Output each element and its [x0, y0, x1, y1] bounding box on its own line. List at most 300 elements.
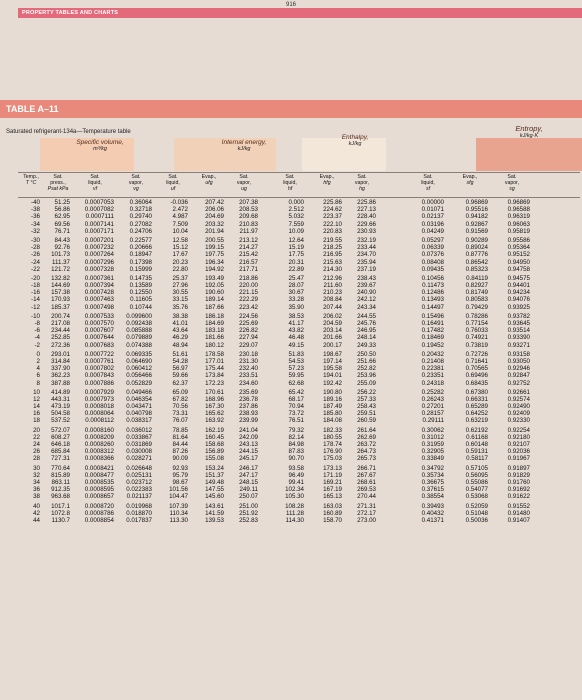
- table-cell: 182.33: [323, 426, 342, 434]
- column-header-line: liquid,: [283, 180, 297, 186]
- table-cell: 163.92: [205, 417, 224, 425]
- table-cell: 235.94: [357, 258, 376, 266]
- table-cell: -6: [34, 327, 40, 335]
- table-row: [18, 206, 580, 213]
- table-cell: 0.099600: [126, 312, 152, 320]
- table-cell: 252.82: [357, 365, 376, 373]
- table-cell: 69.56: [54, 220, 70, 228]
- table-cell: 0.36064: [129, 199, 152, 206]
- column-header-line: vapor,: [128, 180, 144, 186]
- table-cell: 0.96869: [507, 199, 530, 206]
- column-header-5: [190, 174, 228, 186]
- table-cell: 0.84119: [466, 274, 488, 282]
- table-cell: 0.91407: [507, 516, 530, 524]
- table-cell: 28: [33, 455, 40, 463]
- table-row: [18, 396, 580, 403]
- data-area: [18, 199, 580, 697]
- table-cell: 273.00: [357, 516, 376, 524]
- table-cell: 963.68: [51, 493, 70, 501]
- table-cell: 199.15: [205, 244, 224, 252]
- table-cell: 228.40: [357, 213, 376, 221]
- table-cell: 414.89: [51, 388, 70, 396]
- table-cell: 0.0007570: [84, 320, 114, 327]
- table-cell: 504.58: [51, 410, 70, 418]
- table-cell: 105.30: [285, 493, 304, 501]
- table-cell: 201.66: [323, 334, 342, 342]
- table-cell: 187.66: [205, 303, 224, 311]
- table-cell: 157.38: [51, 289, 70, 297]
- table-cell: 264.73: [357, 448, 376, 456]
- table-cell: 17.67: [172, 251, 188, 259]
- column-header-2: [72, 174, 118, 192]
- table-cell: 0.0008477: [84, 471, 114, 479]
- table-cell: 238.93: [239, 410, 258, 418]
- table-cell: 84.43: [54, 236, 70, 244]
- table-cell: 35.76: [172, 303, 188, 311]
- table-cell: 0.91552: [507, 502, 530, 510]
- table-cell: 0.033867: [126, 433, 152, 441]
- group-enthalpy-unit: kJ/kg: [348, 141, 362, 147]
- table-cell: 195.58: [323, 365, 342, 373]
- table-cell: 231.30: [239, 357, 258, 365]
- column-header-line: vapor,: [354, 180, 370, 186]
- table-cell: 0.73819: [465, 341, 488, 349]
- column-header-line: Sat.: [90, 174, 100, 180]
- table-cell: 0.61168: [466, 433, 488, 441]
- table-cell: 0.85323: [465, 265, 488, 273]
- table-number: TABLE A–11: [6, 104, 59, 114]
- table-cell: 48.94: [172, 341, 188, 349]
- table-cell: 0.000: [288, 199, 304, 206]
- table-cell: 223.42: [239, 303, 258, 311]
- table-row: [18, 517, 580, 524]
- table-cell: 10: [33, 388, 40, 396]
- table-cell: -10: [31, 312, 40, 320]
- table-cell: 0.023712: [126, 478, 152, 486]
- table-cell: 0.0008595: [84, 486, 114, 494]
- table-cell: 0.80583: [465, 296, 488, 304]
- table-row: [18, 237, 580, 244]
- table-cell: 168.96: [205, 395, 224, 403]
- table-cell: 167.30: [205, 403, 224, 411]
- table-cell: 76.51: [288, 417, 304, 425]
- table-row: [18, 259, 580, 266]
- table-cell: 0.0007053: [84, 199, 114, 206]
- table-cell: 0.71641: [465, 357, 488, 365]
- table-cell: 208.84: [323, 296, 342, 304]
- column-header-line: Sat.: [131, 174, 141, 180]
- table-cell: 108.28: [285, 502, 304, 510]
- table-cell: 0.87776: [465, 251, 488, 259]
- table-cell: -8: [34, 320, 40, 327]
- table-cell: 0.65289: [465, 403, 488, 411]
- table-cell: 113.30: [169, 516, 188, 524]
- table-cell: 0.12486: [421, 289, 444, 297]
- table-cell: 141.59: [205, 509, 224, 517]
- table-cell: 0.35734: [421, 471, 444, 479]
- table-title: [0, 100, 582, 118]
- table-row: [18, 320, 580, 327]
- table-row: [18, 380, 580, 387]
- table-cell: 76.71: [54, 227, 70, 235]
- table-cell: 0.21408: [421, 357, 444, 365]
- table-cell: 4: [36, 365, 40, 373]
- table-row: [18, 465, 580, 472]
- table-cell: 0.30062: [421, 426, 444, 434]
- table-cell: 216.57: [239, 258, 258, 266]
- table-cell: 22.89: [288, 265, 304, 273]
- table-cell: 251.00: [239, 502, 258, 510]
- table-cell: 192.05: [205, 282, 224, 290]
- table-cell: 0.08408: [421, 258, 444, 266]
- table-cell: 685.84: [51, 448, 70, 456]
- table-row: [18, 455, 580, 462]
- table-cell: 0.29111: [422, 417, 444, 425]
- table-cell: 0.17398: [129, 258, 152, 266]
- table-cell: 0.94234: [507, 289, 530, 297]
- table-cell: 0.94950: [507, 258, 530, 266]
- table-cell: 17.75: [288, 251, 304, 259]
- column-header-line: hfg: [323, 180, 331, 186]
- column-header-line: Sat.: [168, 174, 178, 180]
- table-cell: 0.91967: [507, 455, 530, 463]
- table-cell: 0.12550: [129, 289, 152, 297]
- table-cell: 10.04: [172, 227, 188, 235]
- table-cell: 0.0007264: [84, 251, 114, 259]
- table-cell: 0.0007296: [84, 258, 114, 266]
- table-cell: 226.82: [239, 327, 258, 335]
- table-cell: 0.93514: [507, 327, 530, 335]
- table-cell: 186.18: [205, 312, 224, 320]
- table-cell: 0.93645: [507, 320, 530, 327]
- table-cell: 181.66: [205, 334, 224, 342]
- column-header-line: Temp.,: [23, 174, 39, 180]
- table-cell: 0.96588: [507, 206, 530, 214]
- table-cell: 266.71: [357, 464, 376, 472]
- table-cell: 268.61: [357, 478, 376, 486]
- table-cell: 253.96: [357, 372, 376, 380]
- table-cell: 0.94076: [507, 296, 530, 304]
- table-cell: 0.39493: [421, 502, 444, 510]
- table-cell: 223.37: [323, 213, 342, 221]
- table-cell: 121.72: [51, 265, 70, 273]
- table-cell: 1130.7: [51, 516, 70, 524]
- table-cell: 76.07: [172, 417, 188, 425]
- column-header-line: T °C: [25, 180, 37, 186]
- table-cell: 209.68: [239, 213, 258, 221]
- table-cell: 0.26243: [421, 395, 444, 403]
- table-cell: 203.14: [323, 327, 342, 335]
- table-cell: 175.03: [323, 455, 342, 463]
- table-cell: 0.06339: [421, 244, 444, 252]
- table-cell: 189.14: [205, 296, 224, 304]
- table-cell: 12: [33, 395, 40, 403]
- table-cell: 0.021137: [126, 493, 152, 501]
- table-cell: 770.64: [51, 464, 70, 472]
- table-cell: 65.09: [172, 388, 188, 396]
- table-cell: 184.08: [323, 417, 342, 425]
- table-cell: 260.59: [357, 417, 376, 425]
- column-header-10: [408, 174, 448, 192]
- table-cell: 0.0007141: [84, 220, 114, 228]
- table-cell: 0.0007533: [84, 312, 114, 320]
- table-cell: 167.19: [323, 486, 342, 494]
- table-cell: 0.92036: [507, 448, 530, 456]
- table-cell: 232.40: [239, 365, 258, 373]
- table-cell: 165.13: [323, 493, 342, 501]
- table-cell: 41.17: [288, 320, 304, 327]
- table-cell: 70.94: [288, 403, 304, 411]
- table-cell: 65.42: [288, 388, 304, 396]
- table-cell: 197.75: [205, 251, 224, 259]
- table-cell: 96.49: [288, 471, 304, 479]
- table-cell: 244.15: [239, 448, 258, 456]
- table-cell: 30.67: [288, 289, 304, 297]
- table-cell: 208.53: [239, 206, 258, 214]
- table-cell: 0.56095: [465, 471, 488, 479]
- table-cell: 0.92107: [507, 441, 530, 448]
- table-cell: 0.92867: [465, 220, 488, 228]
- column-header-0: [18, 174, 44, 186]
- table-cell: 0.03196: [421, 220, 444, 228]
- table-cell: 171.19: [323, 471, 342, 479]
- table-cell: 185.80: [323, 410, 342, 418]
- table-cell: -32: [31, 227, 40, 235]
- table-cell: 0.0007644: [84, 334, 114, 342]
- table-cell: 24: [33, 441, 40, 448]
- table-cell: 151.37: [205, 471, 224, 479]
- table-cell: 248.14: [357, 334, 376, 342]
- table-cell: 0.96063: [507, 220, 530, 228]
- table-cell: 178.74: [323, 441, 342, 448]
- table-cell: 8: [36, 379, 40, 387]
- table-row: [18, 342, 580, 349]
- table-cell: 0.96869: [465, 199, 488, 206]
- table-cell: 153.24: [205, 464, 224, 472]
- table-cell: 26: [33, 448, 40, 456]
- table-cell: 28.07: [288, 282, 304, 290]
- table-cell: 246.17: [239, 464, 258, 472]
- table-cell: 93.58: [288, 464, 304, 472]
- table-cell: 158.70: [323, 516, 342, 524]
- table-cell: 30: [33, 464, 40, 472]
- table-cell: 0.58117: [466, 455, 488, 463]
- table-cell: 0.13493: [421, 296, 444, 304]
- table-cell: 237.19: [357, 265, 376, 273]
- table-cell: 0.10456: [421, 274, 444, 282]
- table-cell: 0.0007802: [84, 365, 114, 373]
- table-cell: 35.90: [288, 303, 304, 311]
- table-cell: 0.91480: [507, 509, 530, 517]
- column-header-12: [490, 174, 534, 192]
- table-cell: 132.82: [51, 274, 70, 282]
- table-cell: 572.07: [51, 426, 70, 434]
- table-cell: 178.58: [205, 350, 224, 358]
- group-entropy-unit: kJ/kg·K: [519, 133, 539, 139]
- table-cell: 25.47: [288, 274, 304, 282]
- table-row: [18, 304, 580, 311]
- table-cell: 200.74: [51, 312, 70, 320]
- table-cell: 272.17: [357, 509, 376, 517]
- table-cell: 0.0008112: [85, 417, 114, 425]
- table-cell: 225.86: [357, 199, 376, 206]
- table-cell: 160.45: [205, 433, 224, 441]
- table-cell: 224.56: [239, 312, 258, 320]
- table-cell: 0.0008160: [84, 426, 114, 434]
- column-header-line: Psat kPa: [47, 186, 69, 192]
- table-cell: 0.91829: [507, 471, 530, 479]
- table-cell: 20: [33, 426, 40, 434]
- table-cell: 211.97: [239, 227, 258, 235]
- table-cell: 190.80: [323, 388, 342, 396]
- table-cell: 0: [36, 350, 40, 358]
- table-row: [18, 441, 580, 448]
- header-rule-top: [18, 172, 580, 173]
- table-cell: 149.48: [205, 478, 224, 486]
- table-cell: 245.17: [239, 455, 258, 463]
- table-cell: 0.0008786: [84, 509, 114, 517]
- table-cell: -28: [31, 244, 40, 252]
- table-cell: 107.39: [169, 502, 188, 510]
- table-cell: 0.0007761: [84, 357, 114, 365]
- table-cell: 255.09: [357, 379, 376, 387]
- table-cell: 0.74921: [465, 334, 488, 342]
- table-cell: 114.30: [285, 516, 304, 524]
- table-cell: 0.079889: [126, 334, 152, 342]
- table-cell: 90.70: [288, 455, 304, 463]
- table-row: [18, 358, 580, 365]
- table-cell: 0.22577: [129, 236, 152, 244]
- column-header-4: [154, 174, 192, 192]
- table-cell: 0.95152: [507, 251, 530, 259]
- table-cell: 272.36: [51, 341, 70, 349]
- table-cell: 246.95: [357, 327, 376, 335]
- table-cell: 0.60148: [465, 441, 488, 448]
- table-cell: 0.036012: [126, 426, 152, 434]
- table-cell: 0.92946: [507, 365, 530, 373]
- table-cell: 0.069335: [126, 350, 152, 358]
- table-cell: 20.23: [172, 258, 188, 266]
- table-cell: 210.23: [323, 289, 342, 297]
- table-cell: 214.30: [323, 265, 342, 273]
- column-header-line: sf: [425, 186, 431, 192]
- table-cell: 337.90: [51, 365, 70, 373]
- table-cell: 240.90: [357, 289, 376, 297]
- table-cell: 217.71: [239, 265, 258, 273]
- table-cell: 220.83: [323, 227, 342, 235]
- table-cell: 0.66331: [465, 395, 488, 403]
- table-cell: 190.60: [205, 289, 224, 297]
- table-cell: 173.13: [323, 464, 342, 472]
- table-cell: 68.17: [288, 395, 304, 403]
- table-cell: 51.61: [172, 350, 188, 358]
- table-cell: 0.14497: [421, 303, 444, 311]
- table-cell: 41.01: [172, 320, 188, 327]
- table-cell: 257.33: [357, 395, 376, 403]
- table-cell: 207.38: [239, 199, 258, 206]
- table-cell: 0.0008854: [84, 516, 114, 524]
- table-row: [18, 389, 580, 396]
- table-cell: 111.37: [51, 258, 70, 266]
- table-cell: 0.81749: [465, 289, 488, 297]
- table-cell: 0.37615: [421, 486, 444, 494]
- table-cell: 185.37: [51, 303, 70, 311]
- table-cell: 177.01: [205, 357, 224, 365]
- table-cell: 265.73: [357, 455, 376, 463]
- table-cell: 0.0007328: [84, 265, 114, 273]
- table-cell: 215.42: [239, 251, 258, 259]
- table-cell: 0.91760: [507, 478, 530, 486]
- table-cell: 0.0007498: [84, 303, 114, 311]
- table-cell: 43.82: [288, 327, 304, 335]
- table-cell: 101.73: [51, 251, 70, 259]
- table-cell: 207.42: [205, 199, 224, 206]
- table-cell: 38.53: [288, 312, 304, 320]
- table-cell: 0.94401: [507, 282, 530, 290]
- column-header-9: [344, 174, 380, 192]
- table-cell: 0.0007683: [84, 341, 114, 349]
- table-cell: 62.95: [54, 213, 70, 221]
- group-specific-volume: Specific volume,: [76, 139, 124, 146]
- table-cell: 82.14: [288, 433, 304, 441]
- table-cell: -26: [31, 251, 40, 259]
- table-cell: 15.19: [288, 244, 304, 252]
- table-cell: -18: [31, 282, 40, 290]
- table-cell: 0.92254: [507, 426, 530, 434]
- table-cell: 40: [33, 502, 40, 510]
- table-cell: 0.026648: [126, 464, 152, 472]
- table-cell: 233.51: [239, 372, 258, 380]
- table-cell: 56.86: [54, 206, 70, 214]
- table-cell: -4: [34, 334, 40, 342]
- table-cell: 0.056466: [126, 372, 152, 380]
- table-cell: 0.0007428: [84, 289, 114, 297]
- table-cell: -38: [31, 206, 40, 214]
- table-cell: 0.50036: [465, 516, 488, 524]
- table-cell: 0.0007082: [84, 206, 114, 214]
- table-cell: 218.25: [323, 244, 342, 252]
- table-cell: 0.0007722: [84, 350, 114, 358]
- table-cell: 0.92330: [507, 417, 530, 425]
- table-cell: 0.049466: [126, 388, 152, 396]
- table-cell: 232.19: [357, 236, 376, 244]
- table-cell: 0.93271: [507, 341, 530, 349]
- column-header-line: Sat.: [507, 174, 517, 180]
- table-cell: 256.22: [357, 388, 376, 396]
- table-cell: 218.86: [239, 274, 258, 282]
- table-cell: 187.49: [323, 403, 342, 411]
- table-cell: -30: [31, 236, 40, 244]
- table-cell: -2: [34, 341, 40, 349]
- table-row: [18, 251, 580, 258]
- table-cell: 225.69: [239, 320, 258, 327]
- table-cell: 0.53068: [465, 493, 488, 501]
- table-cell: 234.60: [239, 379, 258, 387]
- column-header-line: liquid,: [421, 180, 435, 186]
- table-cell: 0.017837: [126, 516, 152, 524]
- table-cell: 169.21: [323, 478, 342, 486]
- table-cell: 59.95: [288, 372, 304, 380]
- table-cell: 0.92180: [507, 433, 530, 441]
- table-cell: -24: [31, 258, 40, 266]
- table-cell: 608.27: [51, 433, 70, 441]
- table-cell: 1072.8: [51, 509, 70, 517]
- table-cell: 537.52: [51, 417, 70, 425]
- table-cell: 0.17482: [421, 327, 444, 335]
- table-cell: 0.89024: [465, 244, 488, 252]
- table-cell: 165.62: [205, 410, 224, 418]
- table-cell: 0.32905: [421, 448, 444, 456]
